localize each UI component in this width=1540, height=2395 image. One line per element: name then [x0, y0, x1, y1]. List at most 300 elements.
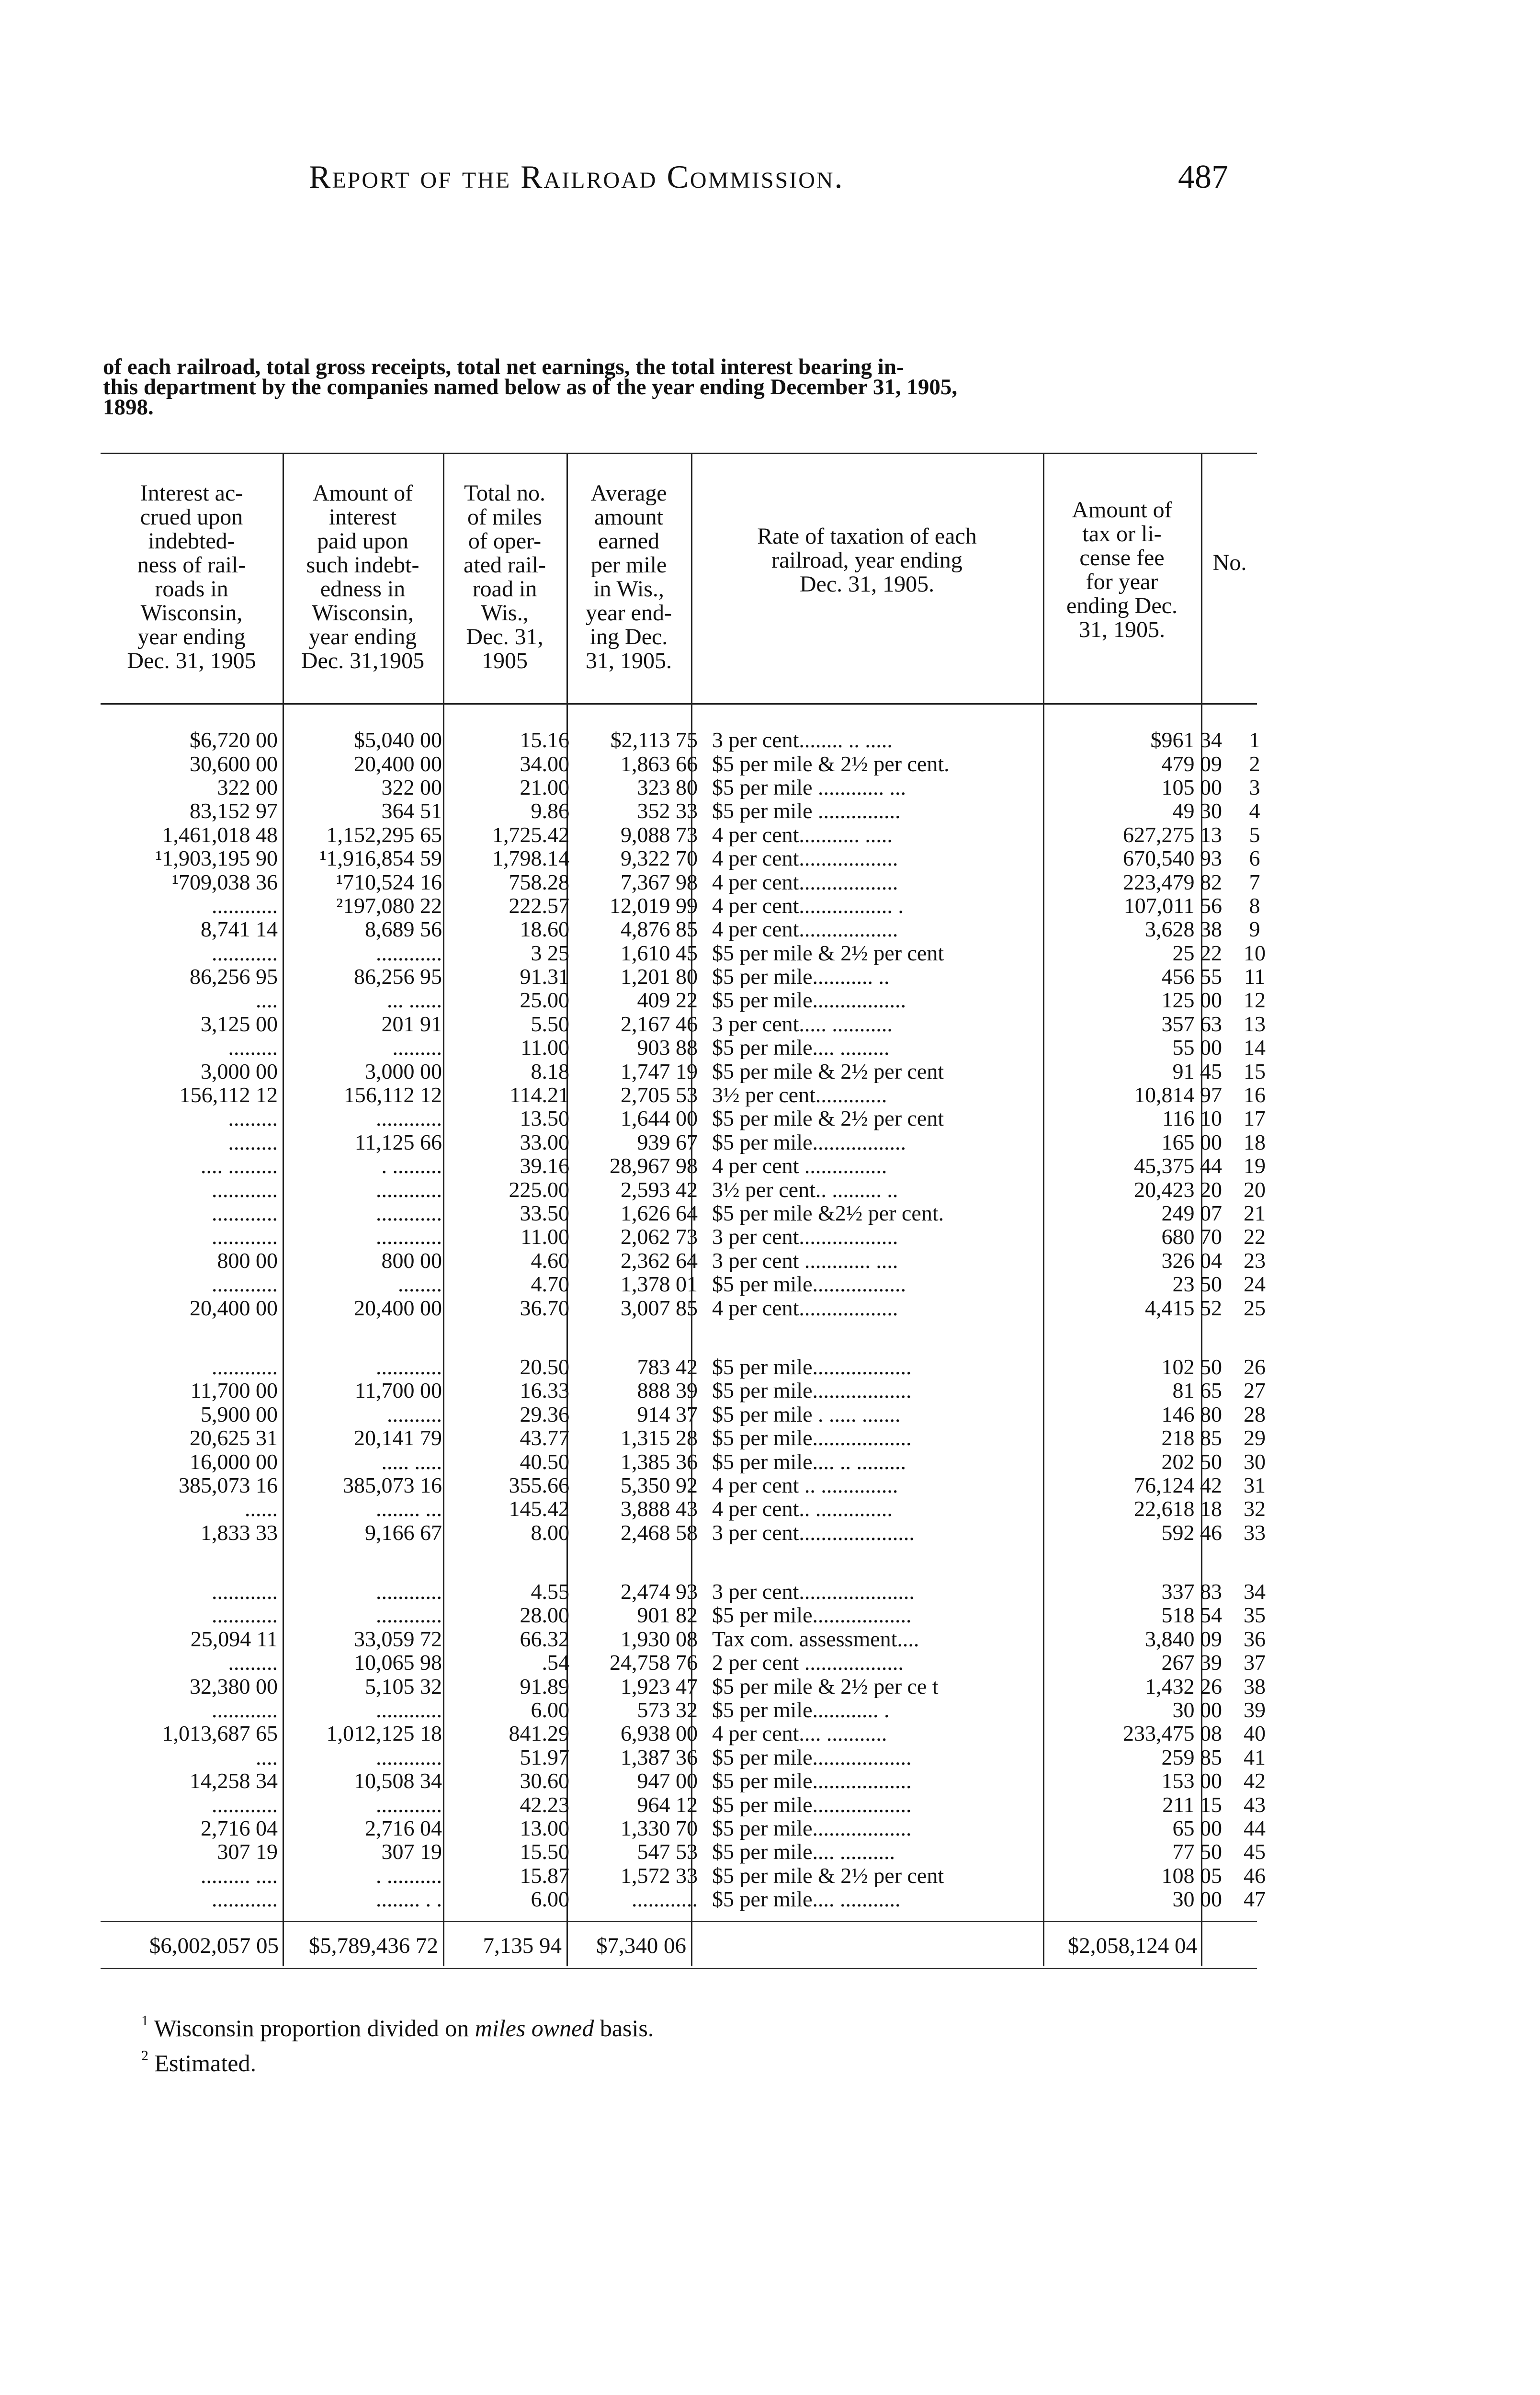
- cell-avg-earned: 2,062 73: [621, 1225, 698, 1249]
- cell-avg-earned: 2,705 53: [621, 1083, 698, 1107]
- cell-avg-earned: 2,593 42: [621, 1177, 698, 1201]
- cell-rate: $5 per mile.................: [712, 988, 906, 1012]
- table-row: [101, 1272, 1283, 1296]
- cell-rate: 3 per cent........ .. .....: [712, 728, 893, 752]
- cell-rate: 4 per cent..................: [712, 917, 898, 941]
- cell-tax-amount: 357 63: [1161, 1012, 1222, 1036]
- cell-interest-paid: .........: [392, 1036, 442, 1060]
- cell-total-miles: [446, 1544, 573, 1580]
- cell-avg-earned: 1,923 47: [621, 1674, 698, 1698]
- cell-interest-accrued: .........: [228, 1036, 278, 1060]
- page-title: [309, 158, 1267, 196]
- cell-number: 13: [1244, 1012, 1266, 1036]
- cell-interest-paid: 3,000 00: [365, 1059, 442, 1083]
- cell-interest-accrued: ....: [256, 1745, 278, 1769]
- cell-total-miles: 15.16: [520, 728, 569, 752]
- cell-number: [1226, 1320, 1283, 1355]
- cell-tax-amount: [1064, 1320, 1226, 1355]
- cell-interest-accrued: .........: [228, 1130, 278, 1154]
- cell-total-miles: 91.89: [520, 1674, 569, 1698]
- cell-interest-paid: 1,152,295 65: [326, 822, 442, 846]
- table-row: [101, 1106, 1283, 1130]
- cell-number: 14: [1244, 1036, 1266, 1060]
- cell-interest-paid: 5,105 32: [365, 1674, 442, 1698]
- cell-interest-paid: $5,040 00: [354, 728, 442, 752]
- cell-interest-accrued: 1,461,018 48: [162, 822, 278, 846]
- cell-number: 45: [1244, 1840, 1266, 1864]
- cell-rate: $5 per mile.... ...........: [712, 1887, 901, 1911]
- cell-rate: $5 per mile & 2½ per cent: [712, 941, 944, 965]
- cell-rate: 4 per cent.... ...........: [712, 1722, 887, 1745]
- cell-interest-accrued: ............: [212, 1887, 278, 1911]
- cell-rate: 3 per cent.....................: [712, 1520, 915, 1544]
- cell-rate: 4 per cent..................: [712, 870, 898, 894]
- cell-number: 3: [1249, 775, 1260, 799]
- cell-interest-paid: ..... .....: [381, 1449, 442, 1473]
- cell-tax-amount: 165 00: [1161, 1130, 1222, 1154]
- cell-avg-earned: 2,468 58: [621, 1520, 698, 1544]
- cell-interest-accrued: 30,600 00: [190, 752, 278, 776]
- cell-tax-amount: 223,479 82: [1123, 870, 1222, 894]
- table-row: [101, 728, 1283, 752]
- intro-line-2: this department by the companies named below as of the year ending December 31, 1905,: [103, 375, 958, 399]
- cell-number: 37: [1244, 1651, 1266, 1675]
- table-row: [101, 776, 1283, 799]
- cell-number: 41: [1244, 1745, 1266, 1769]
- cell-rate: $5 per mile.... .........: [712, 1036, 890, 1060]
- cell-number: 39: [1244, 1698, 1266, 1722]
- page-title-text: Report of the Railroad Commission.: [309, 159, 844, 195]
- cell-interest-paid: 11,125 66: [354, 1130, 442, 1154]
- cell-interest-accrued: 800 00: [217, 1248, 278, 1272]
- cell-interest-paid: ............: [376, 1225, 442, 1249]
- cell-interest-accrued: .........: [228, 1651, 278, 1675]
- cell-interest-accrued: 156,112 12: [179, 1083, 278, 1107]
- cell-number: 44: [1244, 1816, 1266, 1840]
- table-row: [101, 1403, 1283, 1426]
- cell-total-miles: 18.60: [520, 917, 569, 941]
- cell-rate: $5 per mile.... .. .........: [712, 1449, 906, 1473]
- header-bottom-rule: [101, 703, 1257, 705]
- cell-interest-paid: 10,508 34: [354, 1769, 442, 1793]
- table-row: [101, 917, 1283, 941]
- cell-number: 23: [1244, 1248, 1266, 1272]
- cell-tax-amount: 326 04: [1161, 1248, 1222, 1272]
- cell-total-miles: 758.28: [509, 870, 569, 894]
- intro-paragraph: [103, 354, 1267, 420]
- cell-total-miles: 355.66: [509, 1473, 569, 1497]
- table-row: [101, 1722, 1283, 1745]
- table-row: [101, 1840, 1283, 1863]
- cell-avg-earned: 1,930 08: [621, 1627, 698, 1651]
- cell-rate: $5 per mile..................: [712, 1426, 912, 1450]
- cell-total-miles: 11.00: [521, 1225, 569, 1249]
- table-row: [101, 823, 1283, 846]
- cell-interest-accrued: 5,900 00: [201, 1402, 278, 1426]
- cell-total-miles: 8.00: [531, 1520, 569, 1544]
- cell-avg-earned: 1,644 00: [621, 1106, 698, 1130]
- cell-interest-paid: ¹1,916,854 59: [319, 846, 442, 870]
- cell-avg-earned: 2,167 46: [621, 1012, 698, 1036]
- cell-rate: 4 per cent................. .: [712, 893, 904, 918]
- cell-interest-accrued: ....: [256, 988, 278, 1012]
- cell-number: 15: [1244, 1059, 1266, 1083]
- cell-interest-accrued: .........: [228, 1106, 278, 1130]
- cell-interest-paid: 9,166 67: [365, 1520, 442, 1544]
- table-row: [101, 1154, 1283, 1177]
- cell-rate: 3½ per cent.. ......... ..: [712, 1177, 898, 1201]
- table-row: [101, 941, 1283, 965]
- cell-interest-accrued: 14,258 34: [190, 1769, 278, 1793]
- cell-tax-amount: 116 10: [1162, 1106, 1222, 1130]
- cell-tax-amount: $961 34: [1150, 728, 1222, 752]
- cell-total-miles: 20.50: [520, 1355, 569, 1379]
- cell-rate: $5 per mile............ .: [712, 1698, 890, 1722]
- cell-interest-paid: 385,073 16: [343, 1473, 442, 1497]
- cell-total-miles: 39.16: [520, 1154, 569, 1178]
- cell-interest-paid: ............: [376, 1745, 442, 1769]
- cell-total-miles: 29.36: [520, 1402, 569, 1426]
- cell-tax-amount: 107,011 56: [1123, 893, 1222, 918]
- cell-avg-earned: 888 39: [637, 1379, 698, 1403]
- cell-interest-accrued: 322 00: [217, 775, 278, 799]
- cell-rate: $5 per mile ...............: [712, 799, 901, 823]
- cell-tax-amount: 4,415 52: [1145, 1296, 1222, 1320]
- taxation-table: [101, 728, 1283, 1911]
- cell-total-miles: 13.00: [520, 1816, 569, 1840]
- cell-interest-paid: 33,059 72: [354, 1627, 442, 1651]
- cell-interest-accrued: 385,073 16: [179, 1473, 278, 1497]
- cell-interest-accrued: 8,741 14: [201, 917, 278, 941]
- cell-interest-paid: ............: [376, 941, 442, 965]
- cell-interest-paid: 86,256 95: [354, 964, 442, 989]
- cell-avg-earned: 1,385 36: [621, 1449, 698, 1473]
- cell-total-miles: 15.50: [520, 1840, 569, 1864]
- table-row: [101, 1580, 1283, 1603]
- cell-avg-earned: 947 00: [637, 1769, 698, 1793]
- table-row: [101, 1473, 1283, 1497]
- cell-total-miles: 5.50: [531, 1012, 569, 1036]
- header-tax-amount: Amount of tax or li- cense fee for year ending Dec. 31, 1905.: [1066, 497, 1178, 642]
- cell-interest-accrued: ¹1,903,195 90: [155, 846, 278, 870]
- cell-tax-amount: 670,540 93: [1123, 846, 1222, 870]
- cell-tax-amount: 218 85: [1161, 1426, 1222, 1450]
- cell-number: 18: [1244, 1130, 1266, 1154]
- cell-interest-accrued: 2,716 04: [201, 1816, 278, 1840]
- cell-tax-amount: 102 50: [1161, 1355, 1222, 1379]
- cell-tax-amount: 30 00: [1172, 1698, 1222, 1722]
- cell-avg-earned: 4,876 85: [621, 917, 698, 941]
- cell-rate: [702, 1544, 1064, 1580]
- cell-tax-amount: 211 15: [1162, 1792, 1222, 1816]
- cell-interest-paid: ............: [376, 1355, 442, 1379]
- cell-number: 9: [1249, 917, 1260, 941]
- cell-number: 22: [1244, 1225, 1266, 1249]
- cell-tax-amount: 456 55: [1161, 964, 1222, 989]
- cell-interest-paid: 20,400 00: [354, 1296, 442, 1320]
- cell-total-miles: 33.50: [520, 1201, 569, 1225]
- cell-rate: 4 per cent........... .....: [712, 822, 893, 846]
- table-row: [101, 1674, 1283, 1698]
- table-row: [101, 1887, 1283, 1911]
- cell-tax-amount: 267 39: [1161, 1651, 1222, 1675]
- footnotes: [141, 2007, 654, 2077]
- table-row: [101, 1521, 1283, 1544]
- cell-interest-paid: ........ ...: [376, 1497, 442, 1521]
- cell-number: 8: [1249, 893, 1260, 918]
- cell-rate: $5 per mile & 2½ per cent: [712, 1863, 944, 1887]
- cell-avg-earned: 1,378 01: [621, 1272, 698, 1296]
- cell-interest-paid: 201 91: [381, 1012, 442, 1036]
- cell-avg-earned: 9,322 70: [621, 846, 698, 870]
- cell-rate: $5 per mile . ..... .......: [712, 1402, 901, 1426]
- cell-interest-paid: ........: [398, 1272, 442, 1296]
- cell-rate: $5 per mile.... ..........: [712, 1840, 895, 1864]
- cell-interest-accrued: 307 19: [217, 1840, 278, 1864]
- cell-number: 47: [1244, 1887, 1266, 1911]
- cell-number: 31: [1244, 1473, 1266, 1497]
- cell-tax-amount: 146 80: [1161, 1402, 1222, 1426]
- total-interest-accrued: $6,002,057 05: [149, 1933, 279, 1958]
- table-row: [101, 1651, 1283, 1674]
- cell-tax-amount: 337 83: [1161, 1579, 1222, 1604]
- cell-rate: 3 per cent..................: [712, 1225, 898, 1249]
- cell-total-miles: 33.00: [520, 1130, 569, 1154]
- cell-rate: $5 per mile & 2½ per ce t: [712, 1674, 939, 1698]
- cell-interest-accrued: ............: [212, 1177, 278, 1201]
- table-row: [101, 1355, 1283, 1379]
- cell-number: 7: [1249, 870, 1260, 894]
- cell-number: 32: [1244, 1497, 1266, 1521]
- table-row: [101, 1449, 1283, 1473]
- cell-number: 16: [1244, 1083, 1266, 1107]
- cell-total-miles: 6.00: [531, 1698, 569, 1722]
- cell-tax-amount: [1064, 1544, 1226, 1580]
- cell-interest-paid: 20,400 00: [354, 752, 442, 776]
- cell-tax-amount: 105 00: [1161, 775, 1222, 799]
- cell-avg-earned: 6,938 00: [621, 1722, 698, 1745]
- cell-tax-amount: 627,275 13: [1123, 822, 1222, 846]
- cell-avg-earned: 7,367 98: [621, 870, 698, 894]
- cell-interest-accrued: 16,000 00: [190, 1449, 278, 1473]
- cell-avg-earned: 2,362 64: [621, 1248, 698, 1272]
- cell-rate: [702, 1320, 1064, 1355]
- table-row: [101, 1320, 1283, 1355]
- cell-total-miles: 1,798.14: [492, 846, 569, 870]
- cell-interest-paid: 10,065 98: [354, 1651, 442, 1675]
- cell-total-miles: 51.97: [520, 1745, 569, 1769]
- cell-avg-earned: 783 42: [637, 1355, 698, 1379]
- cell-interest-paid: ²197,080 22: [336, 893, 442, 918]
- cell-total-miles: 30.60: [520, 1769, 569, 1793]
- cell-total-miles: 4.70: [531, 1272, 569, 1296]
- table-row: [101, 1296, 1283, 1319]
- cell-interest-accrued: 86,256 95: [190, 964, 278, 989]
- footnote-2: $^2$ Estimated.: [141, 2048, 256, 2077]
- cell-avg-earned: 1,330 70: [621, 1816, 698, 1840]
- table-row: [101, 894, 1283, 917]
- table-row: [101, 1225, 1283, 1248]
- cell-tax-amount: 518 54: [1161, 1603, 1222, 1627]
- cell-avg-earned: 901 82: [637, 1603, 698, 1627]
- cell-interest-accrued: 20,400 00: [190, 1296, 278, 1320]
- header-avg-earned: Average amount earned per mile in Wis., year end- ing Dec. 31, 1905.: [586, 480, 672, 673]
- cell-avg-earned: [573, 1320, 702, 1355]
- cell-total-miles: 9.86: [531, 799, 569, 823]
- cell-tax-amount: 23 50: [1172, 1272, 1222, 1296]
- cell-rate: $5 per mile & 2½ per cent: [712, 1059, 944, 1083]
- cell-interest-paid: ........ . .: [376, 1887, 442, 1911]
- cell-total-miles: 42.23: [520, 1792, 569, 1816]
- cell-rate: $5 per mile ............ ...: [712, 775, 906, 799]
- cell-interest-paid: 156,112 12: [343, 1083, 442, 1107]
- cell-total-miles: 91.31: [520, 964, 569, 989]
- cell-rate: 3 per cent..... ...........: [712, 1012, 893, 1036]
- cell-interest-accrued: 3,000 00: [201, 1059, 278, 1083]
- cell-number: 40: [1244, 1722, 1266, 1745]
- cell-rate: 2 per cent ..................: [712, 1651, 904, 1675]
- table-row: [101, 870, 1283, 893]
- cell-interest-accrued: 32,380 00: [190, 1674, 278, 1698]
- cell-total-miles: 1,725.42: [492, 822, 569, 846]
- table-row: [101, 1864, 1283, 1887]
- cell-rate: 4 per cent ...............: [712, 1154, 887, 1178]
- cell-tax-amount: 65 00: [1172, 1816, 1222, 1840]
- cell-interest-paid: 307 19: [381, 1840, 442, 1864]
- header-total-miles: Total no. of miles of oper- ated rail- road in Wis., Dec. 31, 1905: [464, 480, 546, 673]
- table-row: [101, 1603, 1283, 1627]
- table-row: [101, 752, 1283, 775]
- table-row: [101, 1059, 1283, 1083]
- cell-total-miles: 13.50: [520, 1106, 569, 1130]
- cell-number: 5: [1249, 822, 1260, 846]
- table-row: [101, 1201, 1283, 1225]
- table-row: [101, 1698, 1283, 1722]
- cell-avg-earned: 964 12: [637, 1792, 698, 1816]
- cell-rate: $5 per mile........... ..: [712, 964, 890, 989]
- cell-total-miles: 4.55: [531, 1579, 569, 1604]
- cell-rate: 3 per cent ............ ....: [712, 1248, 898, 1272]
- cell-total-miles: 28.00: [520, 1603, 569, 1627]
- cell-interest-accrued: $6,720 00: [190, 728, 278, 752]
- cell-tax-amount: 81 65: [1172, 1379, 1222, 1403]
- header-interest-paid: Amount of interest paid upon such indebt- edness in Wisconsin, year ending Dec. 31,1905: [301, 480, 425, 673]
- cell-interest-paid: . .........: [381, 1154, 442, 1178]
- cell-interest-accrued: ............: [212, 1579, 278, 1604]
- cell-rate: $5 per mile &2½ per cent.: [712, 1201, 944, 1225]
- cell-tax-amount: 22,618 18: [1134, 1497, 1222, 1521]
- cell-total-miles: 21.00: [520, 775, 569, 799]
- cell-interest-accrued: 83,152 97: [190, 799, 278, 823]
- cell-number: 33: [1244, 1520, 1266, 1544]
- table-row: [101, 1249, 1283, 1272]
- cell-number: 2: [1249, 752, 1260, 776]
- cell-interest-paid: 364 51: [381, 799, 442, 823]
- cell-number: 20: [1244, 1177, 1266, 1201]
- cell-avg-earned: 939 67: [637, 1130, 698, 1154]
- cell-avg-earned: 12,019 99: [610, 893, 698, 918]
- cell-rate: 4 per cent .. ..............: [712, 1473, 898, 1497]
- cell-interest-paid: 2,716 04: [365, 1816, 442, 1840]
- cell-interest-paid: 800 00: [381, 1248, 442, 1272]
- cell-avg-earned: 5,350 92: [621, 1473, 698, 1497]
- cell-interest-accrued: ............: [212, 1201, 278, 1225]
- cell-number: 11: [1244, 964, 1266, 989]
- cell-total-miles: 11.00: [521, 1036, 569, 1060]
- cell-rate: $5 per mile..................: [712, 1769, 912, 1793]
- cell-interest-accrued: 20,625 31: [190, 1426, 278, 1450]
- table-row: [101, 1379, 1283, 1402]
- cell-rate: 4 per cent.. ..............: [712, 1497, 893, 1521]
- cell-total-miles: 34.00: [520, 752, 569, 776]
- cell-avg-earned: 1,626 64: [621, 1201, 698, 1225]
- cell-total-miles: 225.00: [509, 1177, 569, 1201]
- cell-tax-amount: 30 00: [1172, 1887, 1222, 1911]
- cell-avg-earned: 3,888 43: [621, 1497, 698, 1521]
- cell-avg-earned: 1,747 19: [621, 1059, 698, 1083]
- cell-tax-amount: 45,375 44: [1134, 1154, 1222, 1178]
- cell-tax-amount: 233,475 08: [1123, 1722, 1222, 1745]
- table-top-rule: [101, 453, 1257, 454]
- cell-number: 27: [1244, 1379, 1266, 1403]
- table-row: [101, 1083, 1283, 1106]
- cell-tax-amount: 10,814 97: [1134, 1083, 1222, 1107]
- cell-avg-earned: 352 33: [637, 799, 698, 823]
- header-interest-accrued: Interest ac- crued upon indebted- ness of rail- roads in Wisconsin, year ending Dec. 31, 1905: [127, 480, 256, 673]
- cell-avg-earned: 573 32: [637, 1698, 698, 1722]
- cell-number: 19: [1244, 1154, 1266, 1178]
- table-row: [101, 1497, 1283, 1520]
- table-row: [101, 988, 1283, 1012]
- taxation-table-body: [101, 728, 1283, 1911]
- cell-tax-amount: 153 00: [1161, 1769, 1222, 1793]
- cell-interest-paid: [282, 1544, 446, 1580]
- cell-interest-accrued: ............: [212, 893, 278, 918]
- cell-rate: $5 per mile..................: [712, 1603, 912, 1627]
- cell-rate: 4 per cent..................: [712, 1296, 898, 1320]
- cell-rate: 4 per cent..................: [712, 846, 898, 870]
- cell-tax-amount: 55 00: [1172, 1036, 1222, 1060]
- cell-interest-paid: 11,700 00: [354, 1379, 442, 1403]
- cell-rate: $5 per mile.................: [712, 1272, 906, 1296]
- cell-total-miles: [446, 1320, 573, 1355]
- cell-total-miles: 25.00: [520, 988, 569, 1012]
- cell-interest-paid: ............: [376, 1698, 442, 1722]
- cell-interest-paid: ............: [376, 1201, 442, 1225]
- cell-interest-paid: ............: [376, 1579, 442, 1604]
- cell-number: 34: [1244, 1579, 1266, 1604]
- cell-interest-paid: 8,689 56: [365, 917, 442, 941]
- cell-rate: $5 per mile & 2½ per cent: [712, 1106, 944, 1130]
- cell-rate: Tax com. assessment....: [712, 1627, 919, 1651]
- cell-total-miles: 6.00: [531, 1887, 569, 1911]
- cell-interest-accrued: ............: [212, 1225, 278, 1249]
- cell-avg-earned: 9,088 73: [621, 822, 698, 846]
- intro-line-1: of each railroad, total gross receipts, total net earnings, the total interest bearing in-: [103, 354, 904, 379]
- table-row: [101, 965, 1283, 988]
- cell-rate: $5 per mile..................: [712, 1745, 912, 1769]
- cell-interest-accrued: ............: [212, 1355, 278, 1379]
- cell-avg-earned: $2,113 75: [610, 728, 698, 752]
- cell-avg-earned: ............: [632, 1887, 698, 1911]
- cell-interest-accrued: ............: [212, 1272, 278, 1296]
- cell-avg-earned: 1,201 80: [621, 964, 698, 989]
- cell-rate: $5 per mile.................: [712, 1130, 906, 1154]
- cell-interest-accrued: 1,833 33: [201, 1520, 278, 1544]
- cell-number: 35: [1244, 1603, 1266, 1627]
- cell-tax-amount: 249 07: [1161, 1201, 1222, 1225]
- cell-interest-accrued: ............: [212, 1603, 278, 1627]
